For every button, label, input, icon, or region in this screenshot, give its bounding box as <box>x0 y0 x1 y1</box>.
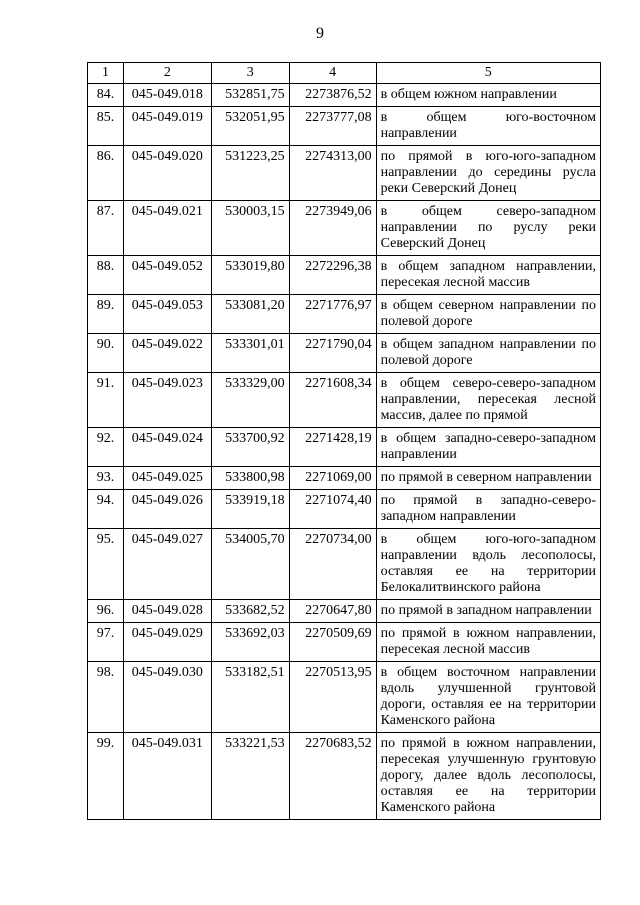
coordinate-y: 2274313,00 <box>289 146 376 201</box>
column-header-1: 1 <box>88 63 124 84</box>
direction-description: в общем северо-северо-западном направлении, пересекая лесной массив, далее по прямой <box>376 373 600 428</box>
direction-description: в общем восточном направлении вдоль улучшенной грунтовой дороги, оставляя ее на территории Каменского района <box>376 662 600 733</box>
row-number: 98. <box>88 662 124 733</box>
coordinate-x: 533682,52 <box>211 600 289 623</box>
row-number: 95. <box>88 529 124 600</box>
row-number: 88. <box>88 256 124 295</box>
direction-description: в общем северном направлении по полевой дороге <box>376 295 600 334</box>
point-code: 045-049.024 <box>123 428 211 467</box>
column-header-3: 3 <box>211 63 289 84</box>
direction-description: в общем северо-западном направлении по руслу реки Северский Донец <box>376 201 600 256</box>
direction-description: по прямой в северном направлении <box>376 467 600 490</box>
direction-description: в общем южном направлении <box>376 84 600 107</box>
point-code: 045-049.023 <box>123 373 211 428</box>
direction-description: в общем юго-восточном направлении <box>376 107 600 146</box>
table-row <box>88 84 601 107</box>
row-number: 94. <box>88 490 124 529</box>
row-number: 90. <box>88 334 124 373</box>
point-code: 045-049.052 <box>123 256 211 295</box>
row-number: 99. <box>88 733 124 820</box>
coordinate-y: 2273949,06 <box>289 201 376 256</box>
table-row <box>88 490 601 529</box>
point-code: 045-049.022 <box>123 334 211 373</box>
table-row <box>88 334 601 373</box>
row-number: 93. <box>88 467 124 490</box>
coordinate-x: 533221,53 <box>211 733 289 820</box>
coordinate-y: 2271608,34 <box>289 373 376 428</box>
coordinate-y: 2270734,00 <box>289 529 376 600</box>
point-code: 045-049.029 <box>123 623 211 662</box>
direction-description: по прямой в западно-северо-западном направлении <box>376 490 600 529</box>
coordinate-y: 2271428,19 <box>289 428 376 467</box>
coordinate-y: 2273876,52 <box>289 84 376 107</box>
table-row <box>88 733 601 820</box>
row-number: 85. <box>88 107 124 146</box>
coordinate-x: 533182,51 <box>211 662 289 733</box>
row-number: 91. <box>88 373 124 428</box>
coordinate-x: 532051,95 <box>211 107 289 146</box>
point-code: 045-049.031 <box>123 733 211 820</box>
column-header-5: 5 <box>376 63 600 84</box>
coordinate-y: 2270683,52 <box>289 733 376 820</box>
point-code: 045-049.028 <box>123 600 211 623</box>
point-code: 045-049.018 <box>123 84 211 107</box>
point-code: 045-049.027 <box>123 529 211 600</box>
coordinate-x: 530003,15 <box>211 201 289 256</box>
row-number: 92. <box>88 428 124 467</box>
point-code: 045-049.021 <box>123 201 211 256</box>
row-number: 84. <box>88 84 124 107</box>
point-code: 045-049.030 <box>123 662 211 733</box>
page-number: 9 <box>316 25 324 42</box>
point-code: 045-049.053 <box>123 295 211 334</box>
direction-description: в общем западном направлении, пересекая лесной массив <box>376 256 600 295</box>
direction-description: в общем западно-северо-западном направлении <box>376 428 600 467</box>
row-number: 89. <box>88 295 124 334</box>
coordinate-y: 2270647,80 <box>289 600 376 623</box>
coordinate-y: 2270513,95 <box>289 662 376 733</box>
coordinate-x: 533019,80 <box>211 256 289 295</box>
row-number: 96. <box>88 600 124 623</box>
table-row <box>88 529 601 600</box>
coordinate-x: 532851,75 <box>211 84 289 107</box>
column-header-4: 4 <box>289 63 376 84</box>
table-body <box>88 84 601 820</box>
point-code: 045-049.019 <box>123 107 211 146</box>
table-row <box>88 467 601 490</box>
row-number: 97. <box>88 623 124 662</box>
row-number: 87. <box>88 201 124 256</box>
coordinate-x: 533301,01 <box>211 334 289 373</box>
table-row <box>88 428 601 467</box>
coordinate-x: 533700,92 <box>211 428 289 467</box>
coordinate-x: 533919,18 <box>211 490 289 529</box>
direction-description: в общем западном направлении по полевой дороге <box>376 334 600 373</box>
table-row <box>88 600 601 623</box>
point-code: 045-049.026 <box>123 490 211 529</box>
point-code: 045-049.025 <box>123 467 211 490</box>
direction-description: по прямой в южном направлении, пересекая лесной массив <box>376 623 600 662</box>
direction-description: по прямой в южном направлении, пересекая улучшенную грунтовую дорогу, далее вдоль лесополосы, оставляя ее на территории Каменского района <box>376 733 600 820</box>
coordinate-x: 531223,25 <box>211 146 289 201</box>
coordinate-y: 2270509,69 <box>289 623 376 662</box>
table-row <box>88 107 601 146</box>
coordinate-y: 2271069,00 <box>289 467 376 490</box>
row-number: 86. <box>88 146 124 201</box>
coordinate-y: 2271776,97 <box>289 295 376 334</box>
table-row <box>88 256 601 295</box>
table-header <box>88 63 601 84</box>
direction-description: по прямой в юго-юго-западном направлении до середины русла реки Северский Донец <box>376 146 600 201</box>
coordinate-x: 533329,00 <box>211 373 289 428</box>
table-row <box>88 623 601 662</box>
direction-description: по прямой в западном направлении <box>376 600 600 623</box>
table-row <box>88 662 601 733</box>
coordinate-y: 2271074,40 <box>289 490 376 529</box>
point-code: 045-049.020 <box>123 146 211 201</box>
coordinate-x: 534005,70 <box>211 529 289 600</box>
table-row <box>88 373 601 428</box>
coordinate-x: 533692,03 <box>211 623 289 662</box>
column-header-2: 2 <box>123 63 211 84</box>
coordinate-y: 2271790,04 <box>289 334 376 373</box>
coordinate-y: 2273777,08 <box>289 107 376 146</box>
table-row <box>88 146 601 201</box>
coordinate-x: 533081,20 <box>211 295 289 334</box>
coordinate-y: 2272296,38 <box>289 256 376 295</box>
direction-description: в общем юго-юго-западном направлении вдоль лесополосы, оставляя ее на территории Белокалитвинского района <box>376 529 600 600</box>
boundary-points-table <box>87 62 601 820</box>
table-row <box>88 201 601 256</box>
coordinate-x: 533800,98 <box>211 467 289 490</box>
table-row <box>88 295 601 334</box>
